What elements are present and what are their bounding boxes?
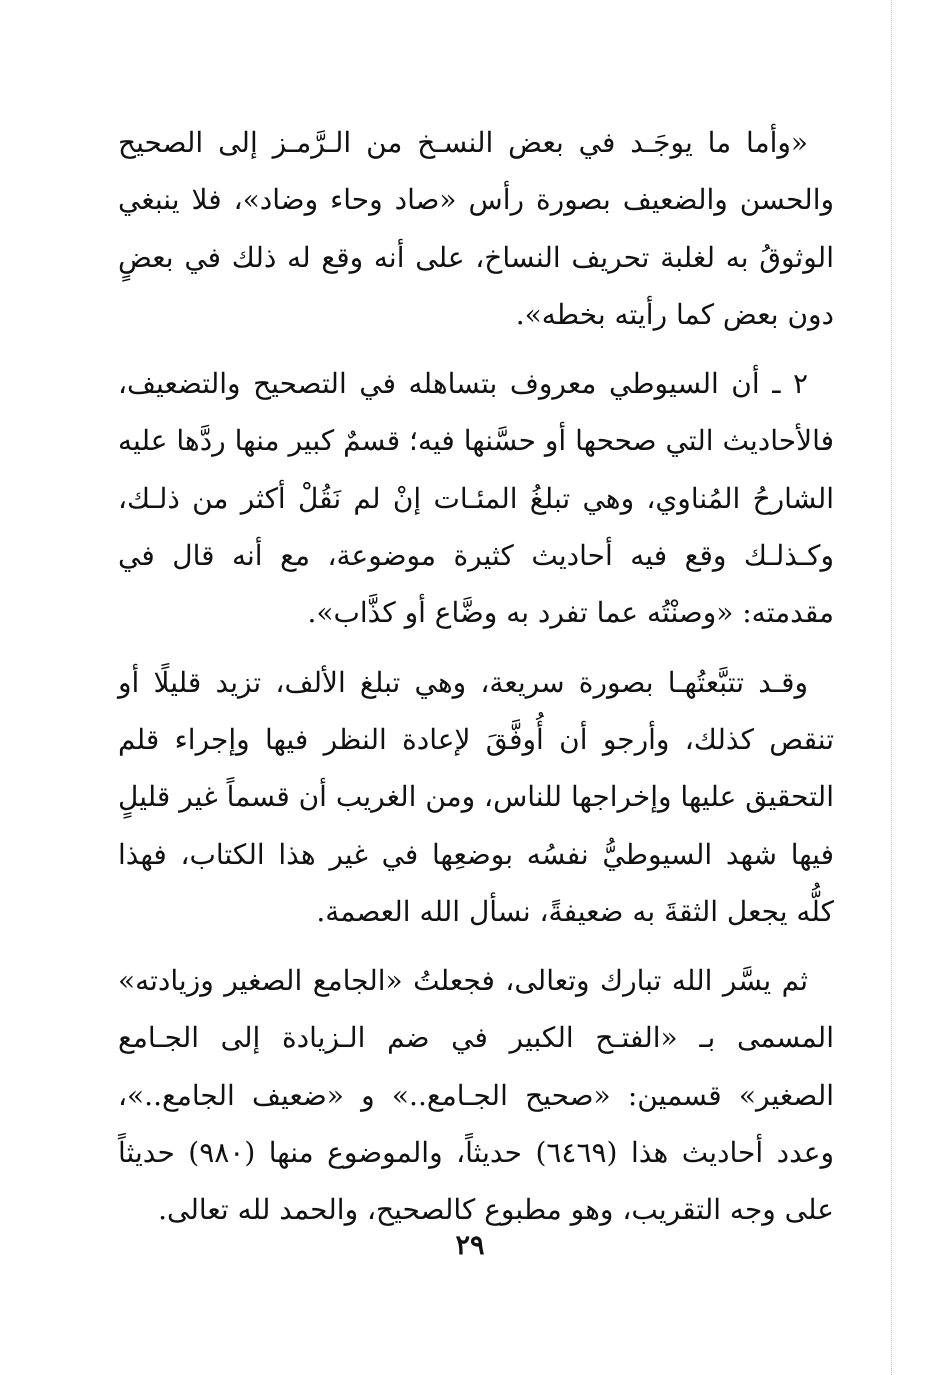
- paragraph-point-2: ٢ ـ أن السيوطي معروف بتساهله في التصحيح والتضعيف، فالأحاديث التي صححها أو حسَّنها فيه؛ قسمٌ كبير منها ردَّها عليه الشارحُ المُناوي، وهي تبلغُ المئـات إنْ لم نَقُلْ أكثر من ذلـك، وكـذلـك وقع فيه أحاديث كثيرة موضوعة، مع أنه قال في مقدمته: «وصنْتُه عما تفرد به وضَّاع أو كذَّاب».: [118, 367, 835, 630]
- page-number: ٢٩: [455, 1230, 485, 1261]
- paragraph-tracking: وقـد تتبَّعتُهـا بصورة سريعة، وهي تبلغ الألف، تزيد قليلًا أو تنقص كذلك، وأرجو أن أُوفَّقَ لإعادة النظر فيها وإجراء قلم التحقيق عليها وإخراجها للناس، ومن الغريب أن قسماً غير قليلٍ فيها شهد السيوطيُّ نفسُه بوضعِها في غير هذا الكتاب، فهذا كلُّه يجعل الثقةَ به ضعيفةً، نسأل الله العصمة.: [117, 665, 834, 928]
- paragraph-division: ثم يسَّر الله تبارك وتعالى، فجعلتُ «الجامع الصغير وزيادته» المسمى بـ «الفتـح الكبير في ضم الـزيادة إلى الجـامع الصغير» قسمين: «صحيح الجـامع..» و «ضعيف الجامع..»، وعدد أحاديث هذا (٦٤٦٩) حديثاً، والموضوع منها (٩٨٠) حديثاً على وجه التقريب، وهو مطبوع كالصحيح، والحمد لله تعالى.: [118, 964, 834, 1227]
- paragraph-quote: «وأما ما يوجَـد في بعض النسـخ من الـرَّمـز إلى الصحيح والحسن والضعيف بصورة رأس «صاد وحاء وضاد»، فلا ينبغي الوثوقُ به لغلبة تحريف النساخ، على أنه وقع له ذلك في بعضٍ دون بعض كما رأيته بخطه».: [118, 126, 834, 331]
- body-text: [118, 114, 834, 1251]
- scan-edge-line: [891, 0, 892, 1375]
